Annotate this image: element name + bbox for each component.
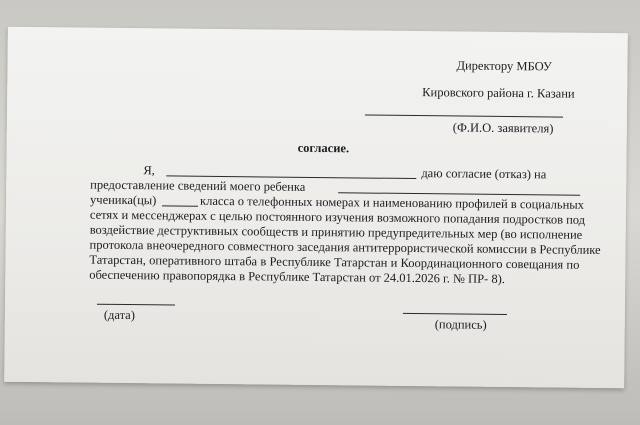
signature-blank [403,313,507,315]
consent-phrase: даю согласие (отказ) на [421,166,547,182]
signature-caption: (подпись) [434,317,487,332]
recipient-line: Директору МБОУ [456,58,552,74]
date-caption: (дата) [103,307,136,323]
ya-label: Я, [143,163,155,178]
student-prefix: ученика(цы) [89,192,157,208]
body-line-5: воздействие деструктивных сообществ и принятию предупредительных мер (во исполнение [89,222,583,242]
provision-phrase: предоставление сведений моего ребенка [90,177,306,194]
district-line: Кировского района г. Казани [422,85,575,101]
class-number-blank [162,205,198,206]
applicant-fio-caption: (Ф.И.О. заявителя) [452,120,554,136]
consent-form-sheet [4,27,628,388]
body-line-6: протокола внеочередного совместного заседания антитеррористической комиссии в Республике [89,237,601,257]
document-title: согласие. [297,140,350,156]
date-blank [97,304,175,306]
body-line-7: Татарстан, оперативного штаба в Республике Татарстан и Координационного совещания по [89,252,580,272]
body-line-8: обеспечению правопорядка в Республике Татарстан от 24.01.2026 г. № ПР- 8). [89,267,505,286]
body-line-4: сетях и мессенджерах с целью постоянного изучения возможного попадания подростков под [89,207,586,227]
student-rest: класса о телефонных номерах и наименованию профилей в социальных [199,193,585,212]
applicant-name-blank [365,115,563,118]
